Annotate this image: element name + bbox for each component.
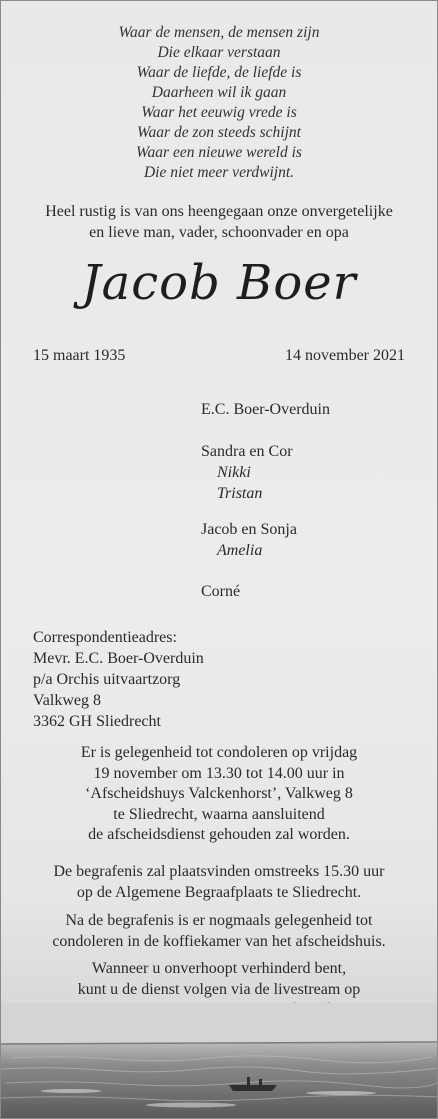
birth-date: 15 maart 1935 — [33, 347, 126, 364]
text-line: Na de begrafenis is er nogmaals gelegenheid tot — [65, 912, 373, 929]
poem-line: Waar het eeuwig vrede is — [141, 104, 297, 121]
address-line: 3362 GH Sliedrecht — [33, 713, 161, 730]
text-line: op de Algemene Begraafplaats te Sliedrecht. — [76, 883, 362, 901]
reception-info — [1, 911, 437, 952]
intro-line: en lieve man, vader, schoonvader en opa — [89, 224, 349, 241]
poem-line: Waar de zon steeds schijnt — [137, 124, 301, 141]
address-line: Correspondentieadres: — [33, 629, 177, 646]
text-line: Er is gelegenheid tot condoleren op vrijdag — [80, 744, 358, 761]
burial-info — [1, 862, 437, 903]
poem-line: Waar de mensen, de mensen zijn — [118, 24, 320, 41]
text-line: te Sliedrecht, waarna aansluitend — [113, 805, 325, 823]
death-date: 14 november 2021 — [285, 347, 405, 364]
deceased-name: Jacob Boer — [81, 255, 357, 311]
family-parents: Sandra en Cor — [201, 443, 293, 460]
grandchild-name: Nikki — [217, 464, 251, 481]
text-line: ‘Afscheidshuys Valckenhorst’, Valkweg 8 — [85, 785, 353, 802]
address-line: Valkweg 8 — [33, 692, 101, 709]
address-line: p/a Orchis uitvaartzorg — [33, 671, 181, 688]
family-parents: Jacob en Sonja — [201, 521, 297, 538]
address-line: Mevr. E.C. Boer-Overduin — [33, 650, 204, 667]
family-member: Corné — [201, 583, 241, 600]
poem — [1, 23, 437, 183]
grandchild-name: Amelia — [217, 542, 263, 559]
text-line: De begrafenis zal plaatsvinden omstreeks 15.30 uur — [53, 863, 385, 880]
poem-line: Waar de liefde, de liefde is — [136, 64, 302, 81]
family-group — [201, 519, 297, 561]
spouse-name: E.C. Boer-Overduin — [201, 401, 330, 418]
poem-line: Waar een nieuwe wereld is — [136, 144, 302, 161]
text-line: de afscheidsdienst gehouden zal worden. — [88, 826, 350, 843]
condolence-info — [1, 743, 437, 846]
intro-line: Heel rustig is van ons heengegaan onze onvergetelijke — [45, 203, 393, 220]
family-group — [201, 441, 293, 504]
sea-photo — [1, 1003, 438, 1118]
correspondence-address — [33, 627, 204, 732]
intro-text — [1, 201, 437, 243]
text-line: Wanneer u onverhoopt verhinderd bent, — [91, 960, 347, 977]
poem-line: Daarheen wil ik gaan — [151, 84, 287, 101]
text-line: condoleren in de koffiekamer van het afscheidshuis. — [52, 932, 386, 950]
text-line: 19 november om 13.30 tot 14.00 uur in — [93, 764, 345, 782]
text-line: kunt u de dienst volgen via de livestream op — [77, 980, 361, 998]
poem-line: Die elkaar verstaan — [157, 44, 281, 61]
grandchild-name: Tristan — [217, 485, 263, 502]
poem-line: Die niet meer verdwijnt. — [143, 164, 295, 181]
